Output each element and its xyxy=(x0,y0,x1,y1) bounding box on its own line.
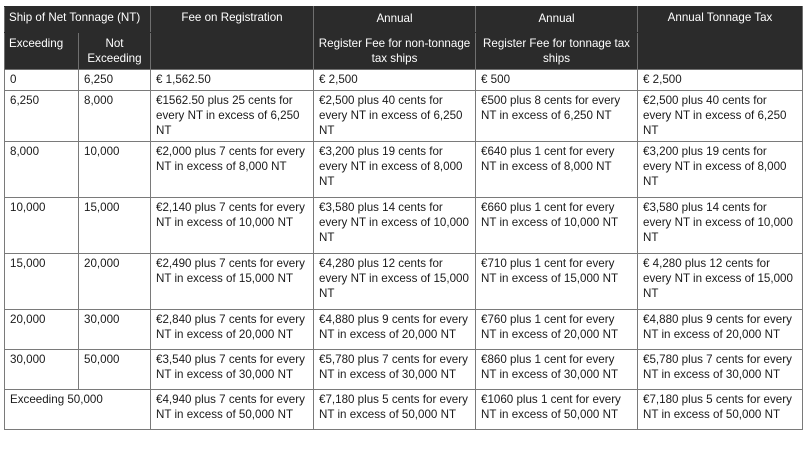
cell-register-fee-tonnage: €660 plus 1 cent for every NT in excess of 10,000 NT xyxy=(476,198,638,254)
header-fee-on-registration: Fee on Registration xyxy=(151,7,314,70)
cell-annual-tonnage-tax: €2,500 plus 40 cents for every NT in excess of 6,250 NT xyxy=(638,91,803,142)
cell-annual-tonnage-tax: € 2,500 xyxy=(638,70,803,91)
table-row xyxy=(5,142,803,198)
cell-register-fee-tonnage: €640 plus 1 cent for every NT in excess of 8,000 NT xyxy=(476,142,638,198)
fee-table-container xyxy=(4,6,802,430)
cell-register-fee-tonnage: €760 plus 1 cent for every NT in excess of 20,000 NT xyxy=(476,310,638,350)
cell-fee-registration: €2,000 plus 7 cents for every NT in excess of 8,000 NT xyxy=(151,142,314,198)
header-ship-net-tonnage: Ship of Net Tonnage (NT) xyxy=(5,7,151,33)
cell-not-exceeding: 8,000 xyxy=(79,91,151,142)
cell-register-fee-non-tonnage: €4,880 plus 9 cents for every NT in excess of 20,000 NT xyxy=(314,310,476,350)
table-row xyxy=(5,198,803,254)
cell-register-fee-non-tonnage: €4,280 plus 12 cents for every NT in excess of 15,000 NT xyxy=(314,254,476,310)
cell-fee-registration: €2,490 plus 7 cents for every NT in excess of 15,000 NT xyxy=(151,254,314,310)
cell-annual-tonnage-tax: €4,880 plus 9 cents for every NT in excess of 20,000 NT xyxy=(638,310,803,350)
header-register-fee-non-tonnage: Register Fee for non-tonnage tax ships xyxy=(314,33,476,70)
cell-not-exceeding: 50,000 xyxy=(79,350,151,390)
cell-exceeding: 0 xyxy=(5,70,79,91)
cell-register-fee-non-tonnage: €3,200 plus 19 cents for every NT in excess of 8,000 NT xyxy=(314,142,476,198)
cell-fee-registration: €3,540 plus 7 cents for every NT in excess of 30,000 NT xyxy=(151,350,314,390)
header-exceeding: Exceeding xyxy=(5,33,79,70)
tonnage-fee-table xyxy=(4,6,803,430)
cell-not-exceeding: 6,250 xyxy=(79,70,151,91)
cell-exceeding: 8,000 xyxy=(5,142,79,198)
cell-fee-registration: €2,140 plus 7 cents for every NT in excess of 10,000 NT xyxy=(151,198,314,254)
table-row xyxy=(5,350,803,390)
header-annual-tonnage-tax: Annual Tonnage Tax xyxy=(638,7,803,70)
cell-exceeding: 15,000 xyxy=(5,254,79,310)
cell-register-fee-tonnage: €500 plus 8 cents for every NT in excess of 6,250 NT xyxy=(476,91,638,142)
cell-fee-registration: €4,940 plus 7 cents for every NT in excess of 50,000 NT xyxy=(151,390,314,430)
cell-annual-tonnage-tax: €3,580 plus 14 cents for every NT in excess of 10,000 NT xyxy=(638,198,803,254)
table-body xyxy=(5,70,803,430)
cell-register-fee-non-tonnage: €3,580 plus 14 cents for every NT in excess of 10,000 NT xyxy=(314,198,476,254)
table-row xyxy=(5,254,803,310)
cell-range-exceeding-50000: Exceeding 50,000 xyxy=(5,390,151,430)
header-annual-tonnage: Annual xyxy=(476,7,638,33)
header-not-exceeding: Not Exceeding xyxy=(79,33,151,70)
cell-fee-registration: €1562.50 plus 25 cents for every NT in excess of 6,250 NT xyxy=(151,91,314,142)
cell-register-fee-non-tonnage: €7,180 plus 5 cents for every NT in excess of 50,000 NT xyxy=(314,390,476,430)
cell-register-fee-non-tonnage: €5,780 plus 7 cents for every NT in excess of 30,000 NT xyxy=(314,350,476,390)
cell-annual-tonnage-tax: €7,180 plus 5 cents for every NT in excess of 50,000 NT xyxy=(638,390,803,430)
header-annual-non-tonnage: Annual xyxy=(314,7,476,33)
cell-register-fee-tonnage: €710 plus 1 cent for every NT in excess of 15,000 NT xyxy=(476,254,638,310)
cell-register-fee-tonnage: € 500 xyxy=(476,70,638,91)
cell-not-exceeding: 15,000 xyxy=(79,198,151,254)
cell-fee-registration: € 1,562.50 xyxy=(151,70,314,91)
cell-not-exceeding: 20,000 xyxy=(79,254,151,310)
cell-annual-tonnage-tax: €5,780 plus 7 cents for every NT in excess of 30,000 NT xyxy=(638,350,803,390)
cell-exceeding: 6,250 xyxy=(5,91,79,142)
cell-exceeding: 10,000 xyxy=(5,198,79,254)
cell-register-fee-non-tonnage: € 2,500 xyxy=(314,70,476,91)
cell-not-exceeding: 10,000 xyxy=(79,142,151,198)
table-row xyxy=(5,390,803,430)
table-row xyxy=(5,91,803,142)
header-register-fee-tonnage: Register Fee for tonnage tax ships xyxy=(476,33,638,70)
table-header xyxy=(5,7,803,70)
cell-register-fee-non-tonnage: €2,500 plus 40 cents for every NT in excess of 6,250 NT xyxy=(314,91,476,142)
cell-annual-tonnage-tax: €3,200 plus 19 cents for every NT in excess of 8,000 NT xyxy=(638,142,803,198)
table-row xyxy=(5,310,803,350)
cell-exceeding: 20,000 xyxy=(5,310,79,350)
cell-not-exceeding: 30,000 xyxy=(79,310,151,350)
table-row xyxy=(5,70,803,91)
cell-register-fee-tonnage: €860 plus 1 cent for every NT in excess of 30,000 NT xyxy=(476,350,638,390)
cell-fee-registration: €2,840 plus 7 cents for every NT in excess of 20,000 NT xyxy=(151,310,314,350)
cell-exceeding: 30,000 xyxy=(5,350,79,390)
cell-annual-tonnage-tax: € 4,280 plus 12 cents for every NT in excess of 15,000 NT xyxy=(638,254,803,310)
cell-register-fee-tonnage: €1060 plus 1 cent for every NT in excess of 50,000 NT xyxy=(476,390,638,430)
